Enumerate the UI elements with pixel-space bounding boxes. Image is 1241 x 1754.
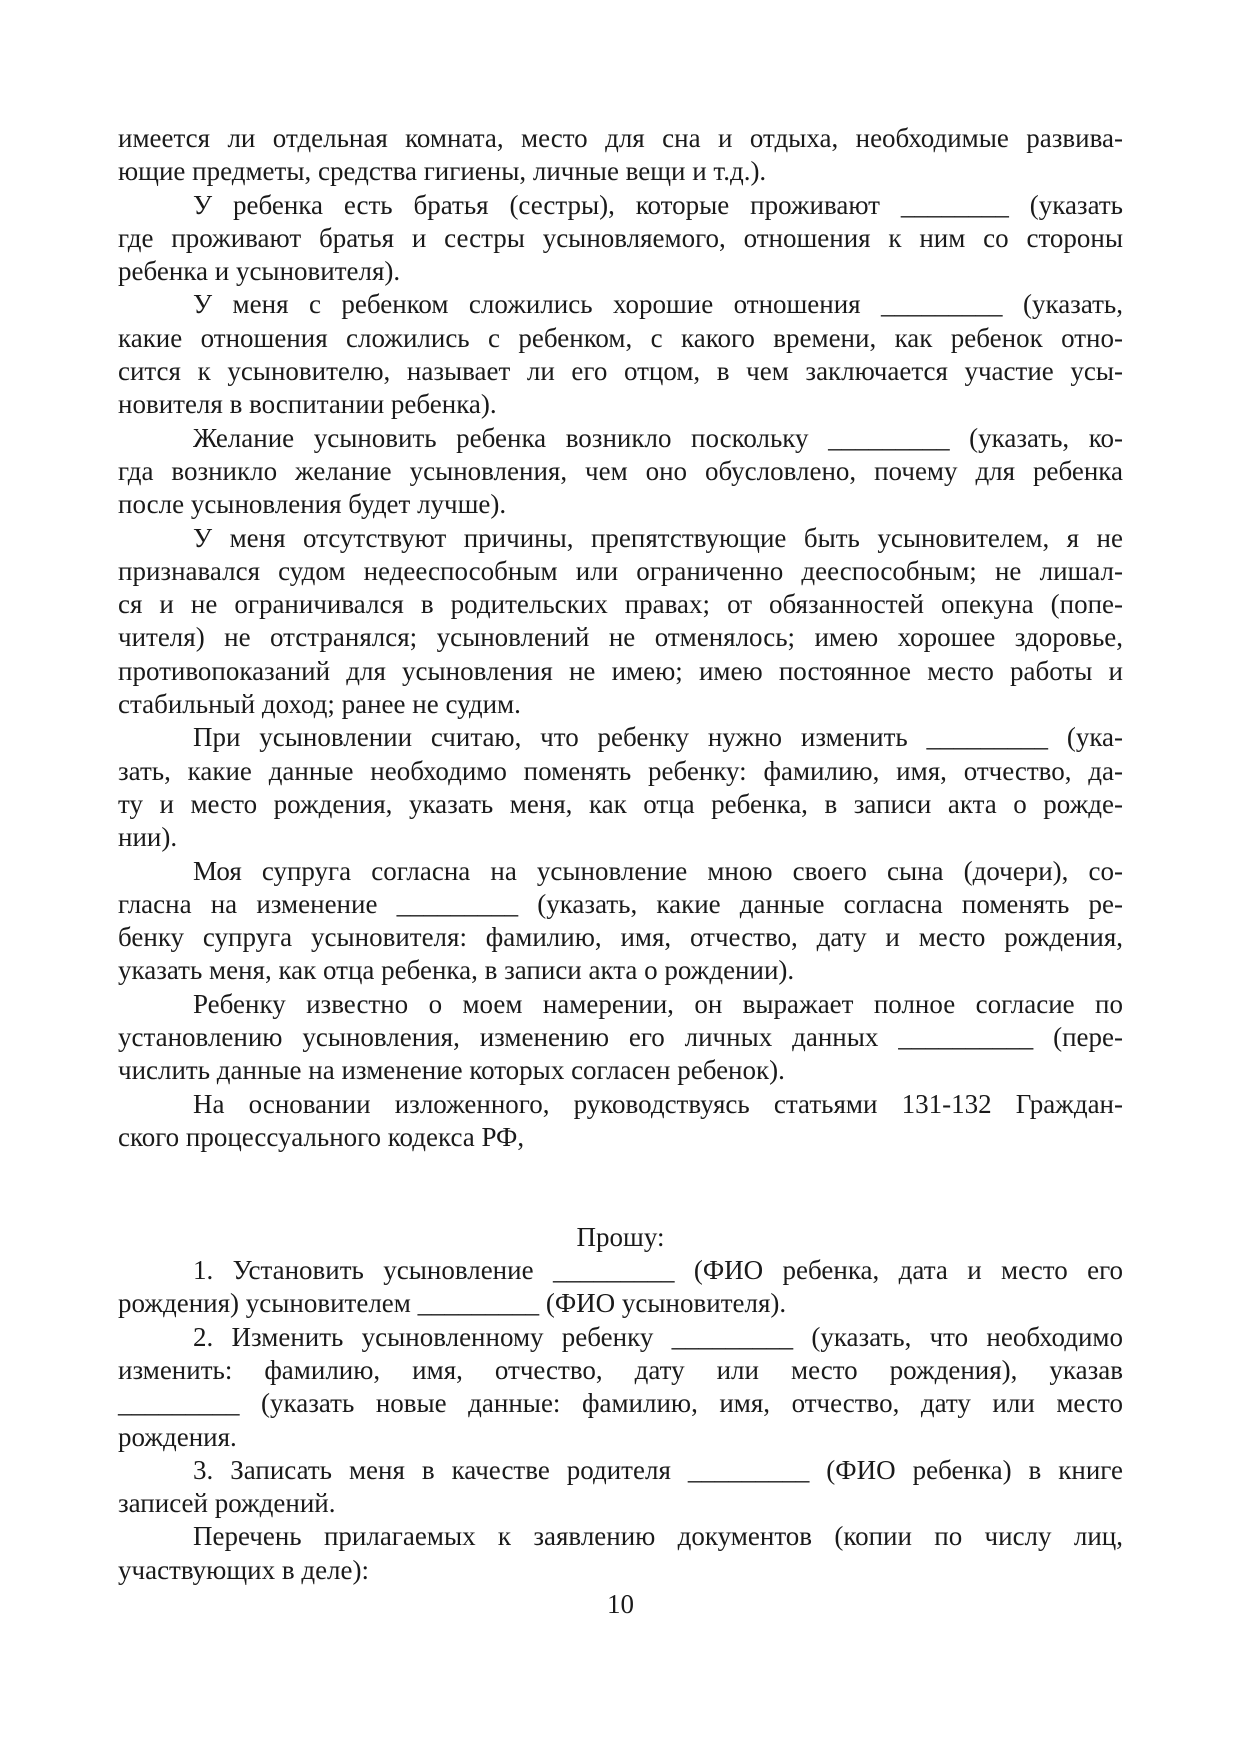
text-line: числить данные на изменение которых согласен ребенок). bbox=[118, 1055, 785, 1086]
request-heading: Прошу: bbox=[576, 1221, 665, 1252]
text-line: У меня с ребенком сложились хорошие отношения _________ (указать, bbox=[193, 289, 1123, 320]
text-line: ту и место рождения, указать меня, как отца ребенка, в записи акта о рожде- bbox=[118, 788, 1123, 819]
text-line: 1. Установить усыновление _________ (ФИО ребенка, дата и место его bbox=[193, 1255, 1123, 1286]
text-line: гласна на изменение _________ (указать, какие данные согласна поменять ре- bbox=[118, 888, 1123, 919]
text-line: 3. Записать меня в качестве родителя _________ (ФИО ребенка) в книге bbox=[193, 1454, 1123, 1485]
text-line: где проживают братья и сестры усыновляемого, отношения к ним со стороны bbox=[118, 222, 1123, 253]
text-line: после усыновления будет лучше). bbox=[118, 489, 507, 520]
text-line: рождения) усыновителем _________ (ФИО усыновителя). bbox=[118, 1288, 787, 1319]
text-line: какие отношения сложились с ребенком, с какого времени, как ребенок отно- bbox=[118, 322, 1123, 353]
request-item bbox=[118, 1454, 1123, 1521]
text-line: признавался судом недееспособным или ограниченно дееспособным; не лишал- bbox=[118, 555, 1123, 586]
text-line: Моя супруга согласна на усыновление мною своего сына (дочери), со- bbox=[193, 855, 1123, 886]
text-line: бенку супруга усыновителя: фамилию, имя, отчество, дату и место рождения, bbox=[118, 922, 1123, 953]
page-number: 10 bbox=[607, 1589, 634, 1619]
paragraph bbox=[118, 1088, 1123, 1155]
paragraph bbox=[118, 855, 1123, 988]
text-line: чителя) не отстранялся; усыновлений не отменялось; имею хорошее здоровье, bbox=[118, 622, 1123, 653]
paragraph bbox=[118, 988, 1123, 1088]
paragraph bbox=[118, 522, 1123, 722]
text-line: _________ (указать новые данные: фамилию, имя, отчество, дату или место bbox=[118, 1388, 1123, 1419]
text-line: Желание усыновить ребенка возникло поскольку _________ (указать, ко- bbox=[193, 422, 1123, 453]
text-line: 2. Изменить усыновленному ребенку _________ (указать, что необходимо bbox=[193, 1321, 1123, 1352]
text-line: участвующих в деле): bbox=[118, 1554, 370, 1585]
text-line: Перечень прилагаемых к заявлению документов (копии по числу лиц, bbox=[193, 1521, 1123, 1552]
text-line: записей рождений. bbox=[118, 1488, 336, 1519]
request-item bbox=[118, 1321, 1123, 1454]
text-line: имеется ли отдельная комната, место для сна и отдыха, необходимые развива- bbox=[118, 123, 1123, 153]
text-line: ребенка и усыновителя). bbox=[118, 256, 401, 287]
attachments-intro bbox=[118, 1520, 1123, 1587]
blank-space bbox=[118, 1154, 1123, 1221]
text-line: нии). bbox=[118, 822, 178, 853]
text-line: изменить: фамилию, имя, отчество, дату или место рождения), указав bbox=[118, 1354, 1123, 1385]
text-line: У ребенка есть братья (сестры), которые проживают ________ (указать bbox=[193, 189, 1123, 220]
text-line: противопоказаний для усыновления не имею; имею постоянное место работы и bbox=[118, 655, 1123, 686]
paragraph bbox=[118, 288, 1123, 421]
text-line: ся и не ограничивался в родительских правах; от обязанностей опекуна (попе- bbox=[118, 589, 1123, 620]
text-line: зать, какие данные необходимо поменять ребенку: фамилию, имя, отчество, да- bbox=[118, 755, 1123, 786]
text-line: указать меня, как отца ребенка, в записи акта о рождении). bbox=[118, 955, 795, 986]
text-line: гда возникло желание усыновления, чем оно обусловлено, почему для ребенка bbox=[118, 455, 1123, 486]
paragraph bbox=[118, 189, 1123, 289]
text-line: рождения. bbox=[118, 1421, 237, 1452]
text-line: Ребенку известно о моем намерении, он выражает полное согласие по bbox=[193, 988, 1123, 1019]
paragraph bbox=[118, 122, 1123, 189]
text-line: У меня отсутствуют причины, препятствующие быть усыновителем, я не bbox=[193, 522, 1123, 553]
text-line: новителя в воспитании ребенка). bbox=[118, 389, 497, 420]
text-line: сится к усыновителю, называет ли его отцом, в чем заключается участие усы- bbox=[118, 356, 1123, 387]
text-line: ского процессуального кодекса РФ, bbox=[118, 1121, 525, 1152]
text-line: стабильный доход; ранее не судим. bbox=[118, 689, 521, 720]
text-line: ющие предметы, средства гигиены, личные вещи и т.д.). bbox=[118, 156, 767, 187]
document-body bbox=[118, 122, 1123, 1587]
paragraph bbox=[118, 721, 1123, 854]
request-item bbox=[118, 1254, 1123, 1321]
text-line: установлению усыновления, изменению его личных данных __________ (пере- bbox=[118, 1022, 1123, 1053]
text-line: На основании изложенного, руководствуясь статьями 131-132 Граждан- bbox=[193, 1088, 1123, 1119]
paragraph bbox=[118, 422, 1123, 522]
text-line: При усыновлении считаю, что ребенку нужно изменить _________ (ука- bbox=[193, 722, 1123, 753]
